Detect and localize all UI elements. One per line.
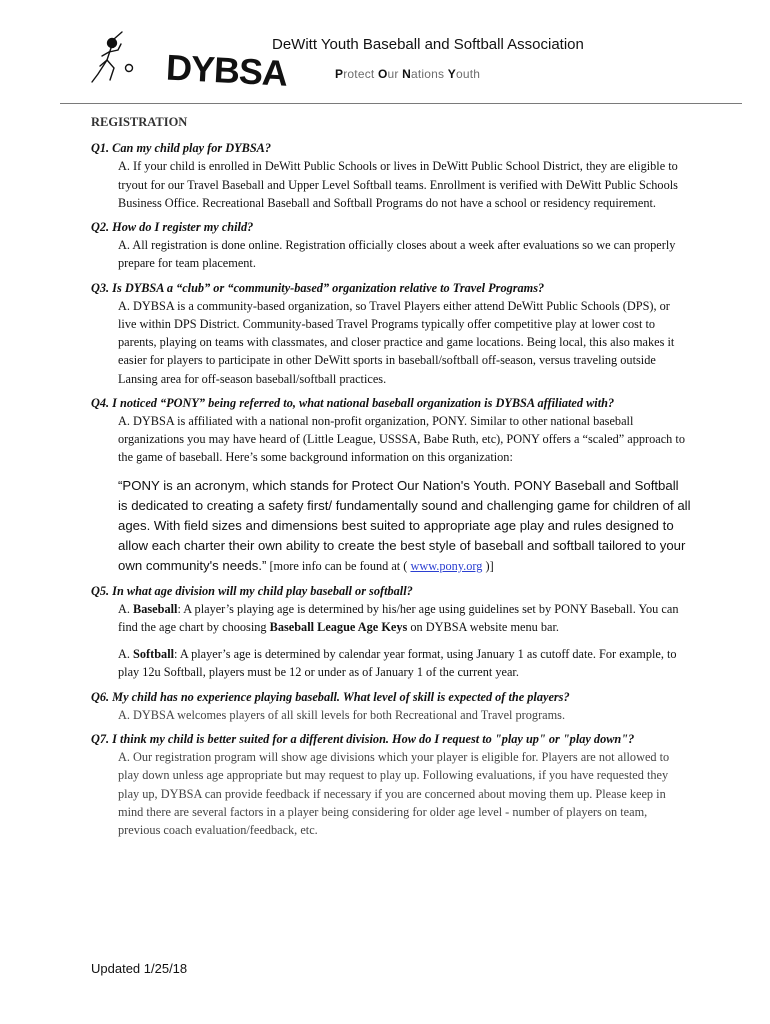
answer-text: : A player’s age is determined by calendar year format, using January 1 as cutoff date. For example, to play 12u Softball, players must be 12 or under as of January 1 of the current year.	[118, 647, 677, 680]
answer-text: A. Our registration program will show age divisions which your player is eligible for. Players are not allowed to play down unless age appropriate but may request to play up. Following evaluations, if you have requested they play up, DYBSA can provide feedback if necessary if you are concerned about moving them up. Please keep in mind there are several factors in a player being considering for older age level - number of players on team, previous coach evaluation/feedback, etc.	[118, 750, 670, 838]
faq-question-q6: Q6. My child has no experience playing baseball. What level of skill is expected of the players?	[91, 689, 570, 704]
softball-answer	[118, 645, 691, 681]
faq-answer-q7	[118, 748, 691, 839]
faq-question-q4: Q4. I noticed “PONY” being referred to, what national baseball organization is DYBSA affiliated with?	[91, 395, 615, 410]
updated-date: Updated 1/25/18	[91, 961, 188, 976]
baseball-answer	[118, 600, 691, 636]
tagline	[335, 67, 480, 81]
faq-answer-q5	[118, 600, 691, 682]
answer-prefix: A.	[118, 647, 134, 662]
tagline-initial: Y	[447, 67, 456, 81]
faq-answer-q6	[118, 706, 691, 724]
batter-silhouette-icon	[92, 32, 133, 82]
answer-prefix: A.	[118, 601, 134, 616]
more-info-prefix: [more info can be found at (	[266, 558, 411, 573]
section-title: REGISTRATION	[91, 115, 188, 129]
answer-text: A. DYBSA welcomes players of all skill levels for both Recreational and Travel programs.	[118, 707, 566, 722]
org-name: DeWitt Youth Baseball and Softball Association	[272, 36, 584, 53]
pony-link[interactable]: www.pony.org	[410, 558, 483, 573]
faq-answer-q3	[118, 297, 691, 388]
answer-text: A. DYBSA is a community-based organization, so Travel Players either attend DeWitt Public Schools (DPS), or live within DPS District. Community-based Travel Programs typically offer competitive play at lower cost to parents, playing on teams with classmates, and closer practice and game locations. Being local, this also makes it easier for players to participate in other DeWitt sports in baseball/softball off-season, versus traveling outside Lansing area for off-season baseball/softball practices.	[118, 298, 675, 386]
faq-answer-q4	[118, 412, 691, 576]
quote-text: “PONY is an acronym, which stands for Protect Our Nation's Youth. PONY Baseball and Softball is dedicated to creating a safety first/ fundamentally sound and challenging game for children of all ages. With field sizes and dimensions best suited to appropriate age play and rules designed to allow each charter their own ability to create the best style of baseball and softball tailored to your own community's needs.”	[118, 477, 691, 573]
answer-text: : A player’s playing age is determined by his/her age using guidelines set by PONY Baseball. You can find the age chart by choosing	[118, 601, 679, 635]
faq-answer-q1	[118, 157, 691, 212]
tagline-word: ur	[387, 67, 403, 81]
answer-text: A. If your child is enrolled in DeWitt Public Schools or lives in DeWitt Public School District, they are eligible to tryout for our Travel Baseball and Upper Level Softball teams. Enrollment is verified with DeWitt Public Schools Business Office. Recreational Baseball and Softball Programs do not have a school or residency requirement.	[118, 159, 678, 210]
dybsa-logo	[84, 30, 289, 100]
logo-wordmark: DYBSA	[165, 46, 289, 94]
faq-question-q5: Q5. In what age division will my child play baseball or softball?	[91, 583, 413, 598]
tagline-word: rotect	[343, 67, 378, 81]
tagline-initial: N	[402, 67, 411, 81]
faq-content	[91, 113, 691, 845]
more-info-suffix: )]	[482, 558, 494, 573]
faq-answer-q2	[118, 236, 691, 272]
pony-quote	[118, 476, 691, 576]
answer-text: on DYBSA website menu bar.	[407, 620, 559, 635]
faq-question-q3: Q3. Is DYBSA a “club” or “community-based” organization relative to Travel Programs?	[91, 280, 545, 295]
faq-question-q2: Q2. How do I register my child?	[91, 220, 254, 235]
tagline-word: outh	[455, 67, 481, 81]
faq-question-q1: Q1. Can my child play for DYBSA?	[91, 141, 272, 156]
faq-question-q7: Q7. I think my child is better suited for a different division. How do I request to "play up" or "play down"?	[91, 732, 635, 747]
tagline-initial: P	[335, 67, 344, 81]
header-divider	[60, 103, 742, 104]
tagline-initial: O	[377, 67, 388, 81]
baseball-label: Baseball	[133, 601, 178, 616]
answer-text: A. DYBSA is affiliated with a national non-profit organization, PONY. Similar to other national baseball organizations you may have heard of (Little League, USSSA, Babe Ruth, etc), PONY offers a “scaled” approach to the game of baseball. Here’s some background information on this organization:	[118, 414, 685, 465]
tagline-word: ations	[411, 67, 448, 81]
softball-label: Softball	[133, 647, 175, 662]
age-keys-label: Baseball League Age Keys	[269, 620, 408, 635]
answer-text: A. All registration is done online. Registration officially closes about a week after evaluations so we can properly prepare for team placement.	[118, 238, 676, 271]
